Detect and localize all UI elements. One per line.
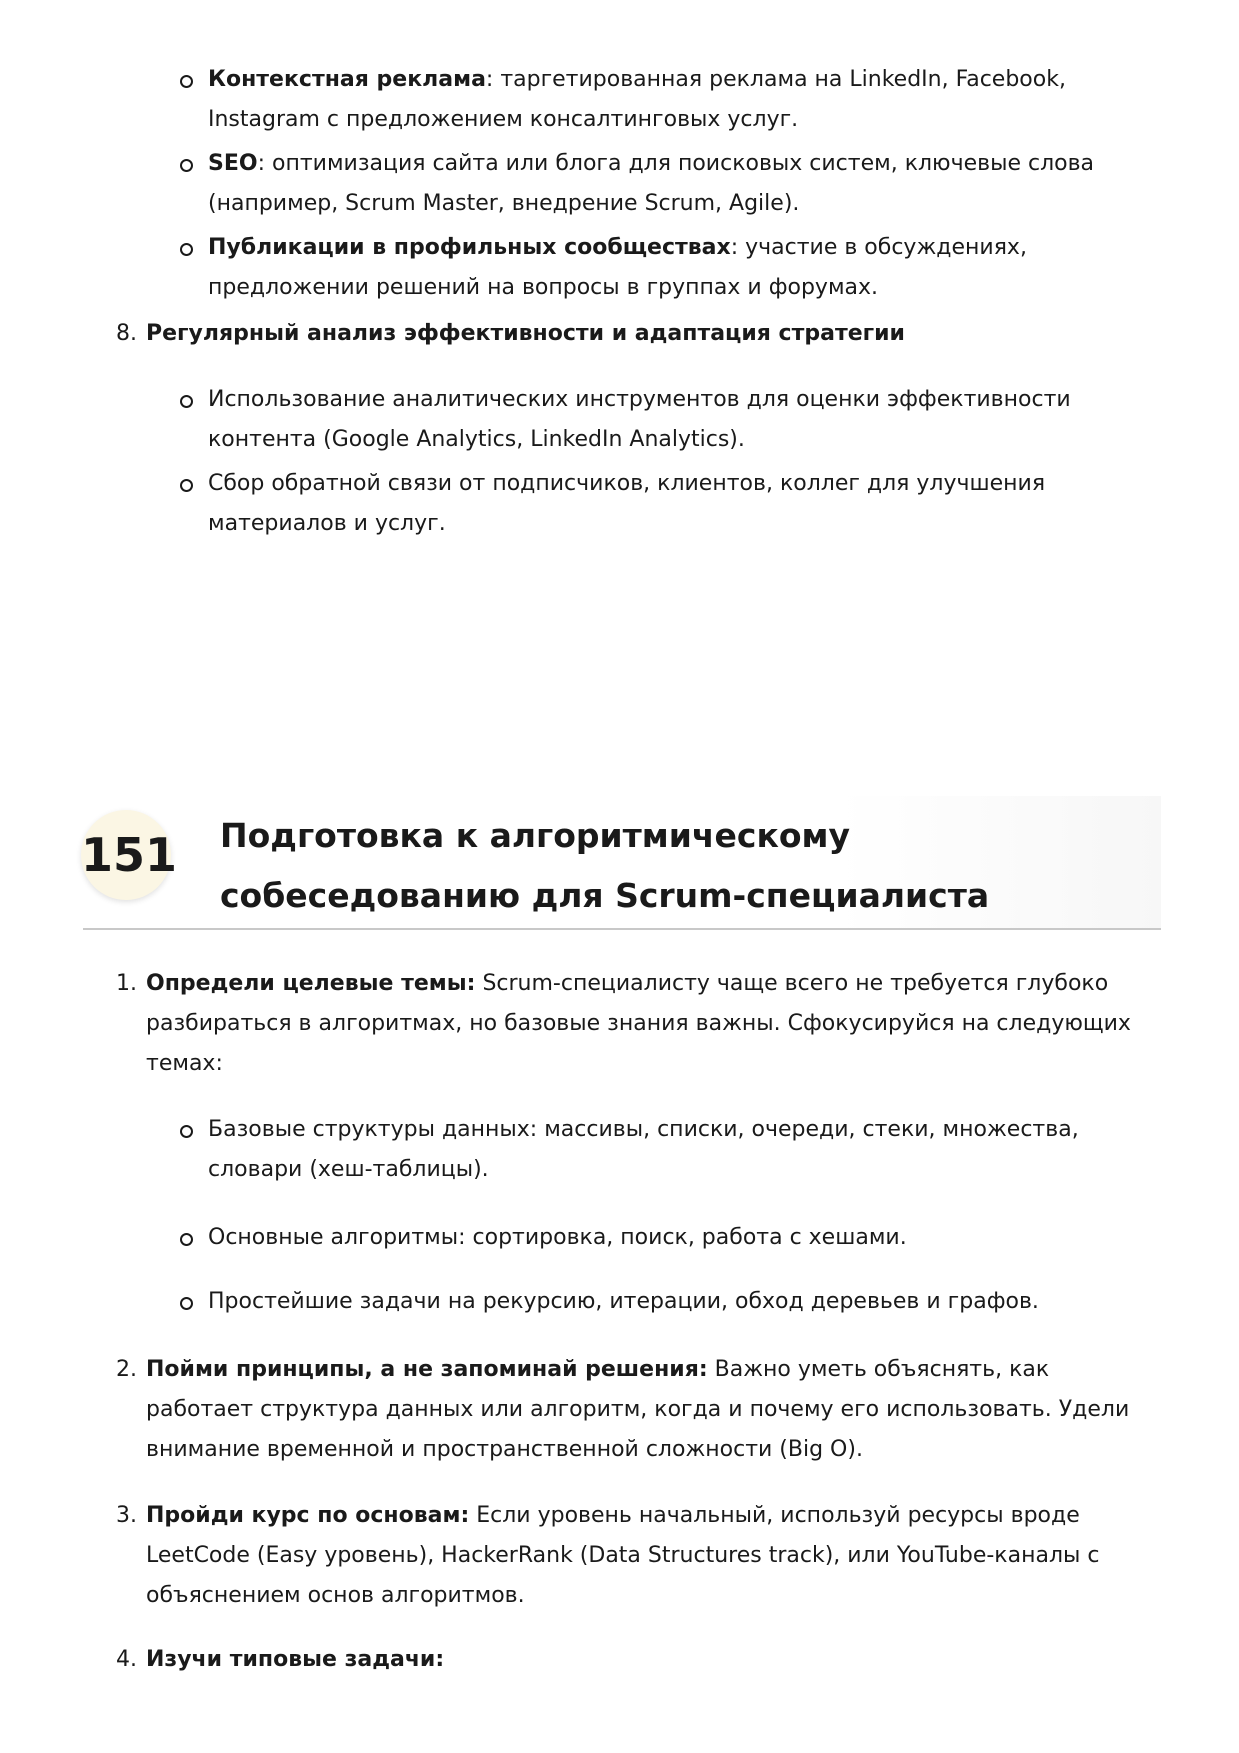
list-item-seo [180,144,1160,224]
section-heading [83,796,1161,930]
circle-bullet-icon [180,395,193,408]
circle-bullet-icon [180,479,193,492]
circle-bullet-icon [180,159,193,172]
item-bold: Регулярный анализ эффективности и адаптация стратегии [146,321,905,346]
item-number: 4. [116,1647,137,1672]
item-bold: Пойми принципы, а не запоминай решения: [146,1357,708,1382]
section-number-badge: 151 [81,810,171,900]
item-bold: Определи целевые темы: [146,971,476,996]
circle-bullet-icon [180,1233,193,1246]
numbered-item-1 [116,964,1160,1084]
item-number: 8. [116,321,137,346]
list-item-text: Простейшие задачи на рекурсию, итерации, обход деревьев и графов. [208,1289,1039,1314]
list-item-text: Основные алгоритмы: сортировка, поиск, работа с хешами. [208,1225,907,1250]
circle-bullet-icon [180,1297,193,1310]
list-item-feedback [180,464,1160,544]
item-bold: Пройди курс по основам: [146,1503,470,1528]
numbered-item-4 [116,1640,1160,1680]
list-item-community-posts [180,228,1160,308]
list-item-text: Использование аналитических инструментов для оценки эффективности контента (Google Analytics, LinkedIn Analytics). [208,387,1071,452]
item-text: Если уровень начальный, используй ресурсы вроде LeetCode (Easy уровень), HackerRank (Data Structures track), или YouTube-каналы с объяснением основ алгоритмов. [146,1503,1100,1608]
list-item-text: Сбор обратной связи от подписчиков, клиентов, коллег для улучшения материалов и услуг. [208,471,1046,536]
list-item-analytics [180,380,1160,460]
list-item-recursion [180,1282,1160,1322]
item-number: 1. [116,971,137,996]
list-item-contextual-ads [180,60,1160,140]
section-title: Подготовка к алгоритмическому собеседованию для Scrum-специалиста [220,816,990,915]
list-item-bold: Контекстная реклама [208,67,486,92]
item-bold: Изучи типовые задачи: [146,1647,445,1672]
list-item-bold: Публикации в профильных сообществах [208,235,731,260]
item-number: 3. [116,1503,137,1528]
numbered-item-2 [116,1350,1160,1470]
numbered-item-3 [116,1496,1160,1616]
item-number: 2. [116,1357,137,1382]
list-item-algorithms [180,1218,1160,1258]
item-text: Важно уметь объяснять, как работает структура данных или алгоритм, когда и почему его использовать. Удели внимание временной и пространственной сложности (Big O). [146,1357,1130,1462]
list-item-bold: SEO [208,151,258,176]
circle-bullet-icon [180,243,193,256]
circle-bullet-icon [180,1125,193,1138]
item-text: Scrum-специалисту чаще всего не требуется глубоко разбираться в алгоритмах, но базовые знания важны. Сфокусируйся на следующих темах: [146,971,1131,1076]
list-item-text: : участие в обсуждениях, предложении решений на вопросы в группах и форумах. [208,235,1027,300]
list-item-text: : таргетированная реклама на LinkedIn, Facebook, Instagram с предложением консалтинговых услуг. [208,67,1066,132]
list-item-text: Базовые структуры данных: массивы, списки, очереди, стеки, множества, словари (хеш-таблицы). [208,1117,1079,1182]
list-item-text: : оптимизация сайта или блога для поисковых систем, ключевые слова (например, Scrum Master, внедрение Scrum, Agile). [208,151,1095,216]
numbered-item-8 [116,314,1160,354]
circle-bullet-icon [180,75,193,88]
list-item-data-structures [180,1110,1160,1190]
